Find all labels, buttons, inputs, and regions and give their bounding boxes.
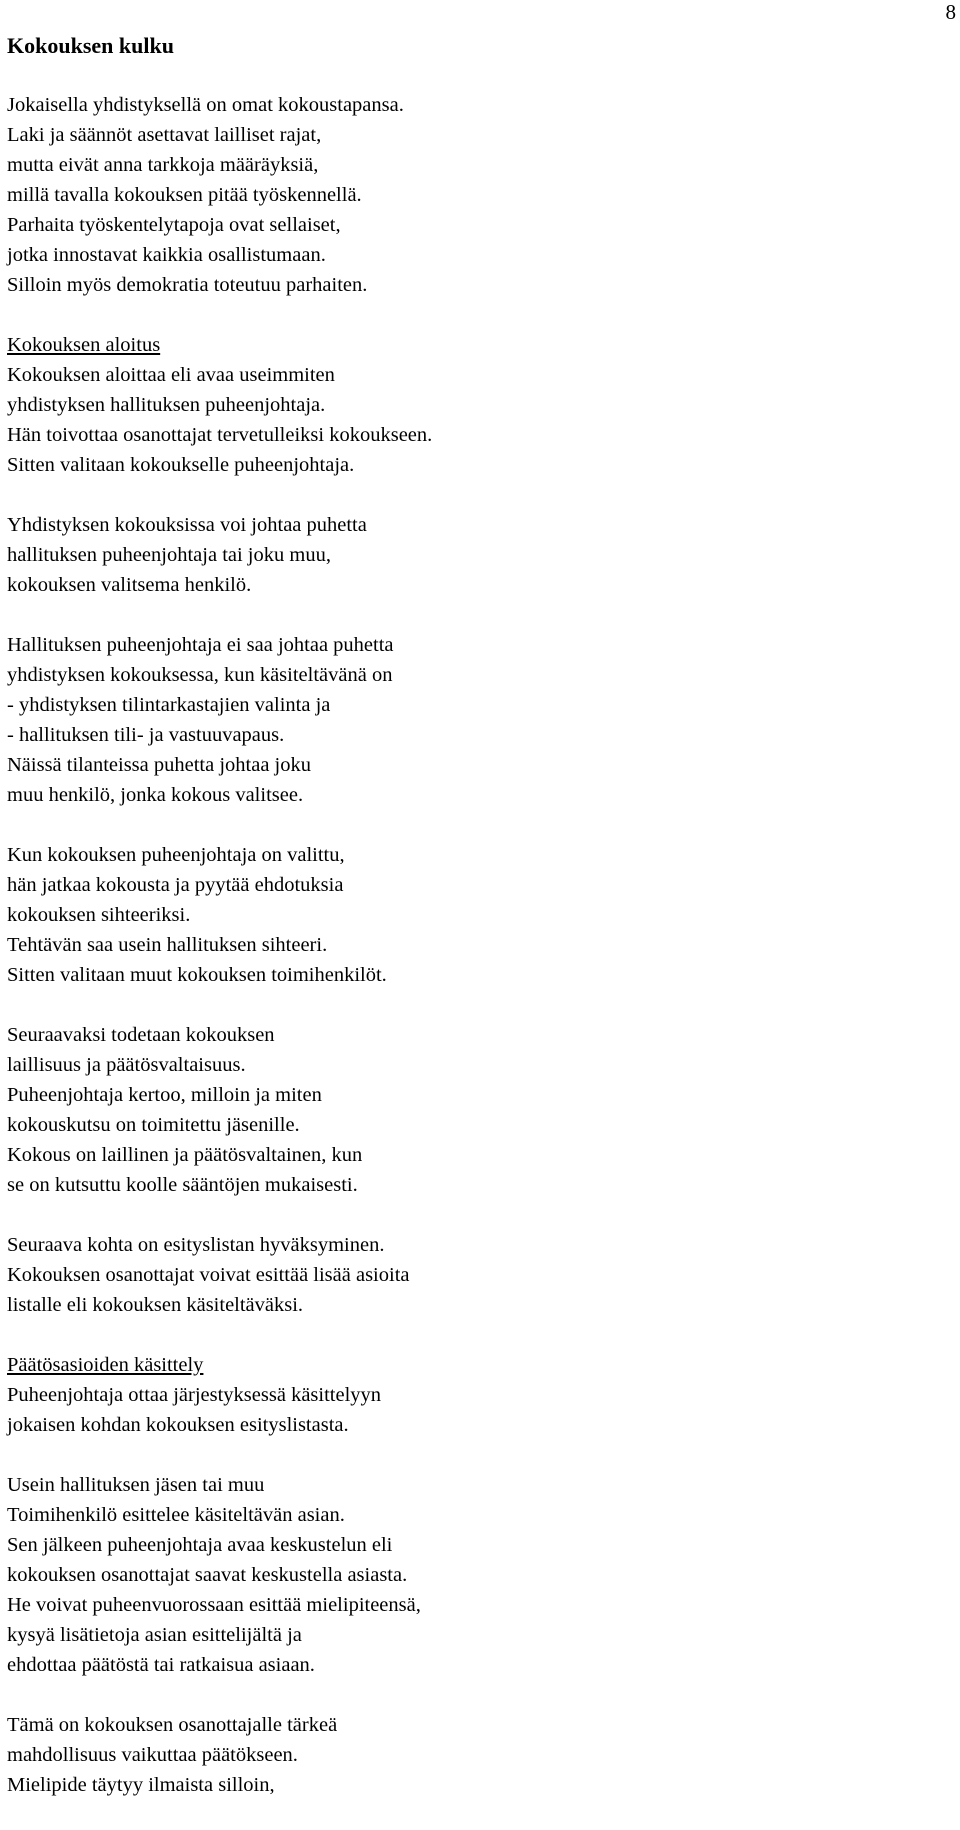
text-line: Parhaita työskentelytapoja ovat sellaiset, [7, 214, 341, 236]
text-line: Laki ja säännöt asettavat lailliset rajat, [7, 124, 322, 146]
text-line: Yhdistyksen kokouksissa voi johtaa puhetta [7, 514, 367, 536]
text-line: Sen jälkeen puheenjohtaja avaa keskustelun eli [7, 1534, 393, 1556]
text-line: millä tavalla kokouksen pitää työskennellä. [7, 184, 362, 206]
text-line: mutta eivät anna tarkkoja määräyksiä, [7, 154, 319, 176]
text-line: He voivat puheenvuorossaan esittää mielipiteensä, [7, 1594, 421, 1616]
text-line: Seuraavaksi todetaan kokouksen [7, 1024, 275, 1046]
text-line: - hallituksen tili- ja vastuuvapaus. [7, 724, 285, 746]
text-line: kokouksen sihteeriksi. [7, 904, 191, 926]
text-line: hän jatkaa kokousta ja pyytää ehdotuksia [7, 874, 344, 896]
text-line: Näissä tilanteissa puhetta johtaa joku [7, 754, 312, 776]
paragraph [7, 1020, 937, 1200]
document-body [7, 90, 937, 1830]
text-line: muu henkilö, jonka kokous valitsee. [7, 784, 304, 806]
text-line: Sitten valitaan muut kokouksen toimihenkilöt. [7, 964, 387, 986]
text-line: ehdottaa päätöstä tai ratkaisua asiaan. [7, 1654, 315, 1676]
paragraph [7, 630, 937, 810]
text-line: Toimihenkilö esittelee käsiteltävän asian. [7, 1504, 345, 1526]
text-line: Jokaisella yhdistyksellä on omat kokoustapansa. [7, 94, 404, 116]
text-line: Sitten valitaan kokoukselle puheenjohtaja. [7, 454, 355, 476]
text-line: yhdistyksen hallituksen puheenjohtaja. [7, 394, 326, 416]
page-number: 8 [945, 0, 956, 24]
text-line: mahdollisuus vaikuttaa päätökseen. [7, 1744, 298, 1766]
paragraph [7, 1470, 937, 1680]
text-line: Kun kokouksen puheenjohtaja on valittu, [7, 844, 345, 866]
paragraph [7, 840, 937, 990]
text-line: Tehtävän saa usein hallituksen sihteeri. [7, 934, 328, 956]
text-line: kysyä lisätietoja asian esittelijältä ja [7, 1624, 302, 1646]
text-line: Mielipide täytyy ilmaista silloin, [7, 1774, 275, 1796]
paragraph [7, 330, 937, 480]
text-line: Seuraava kohta on esityslistan hyväksyminen. [7, 1234, 385, 1256]
text-line: jotka innostavat kaikkia osallistumaan. [7, 244, 326, 266]
text-line: Kokous on laillinen ja päätösvaltainen, kun [7, 1144, 363, 1166]
text-line: listalle eli kokouksen käsiteltäväksi. [7, 1294, 304, 1316]
text-line: Puheenjohtaja ottaa järjestyksessä käsittelyyn [7, 1384, 382, 1406]
text-line: kokouksen valitsema henkilö. [7, 574, 252, 596]
text-line: Kokouksen aloittaa eli avaa useimmiten [7, 364, 335, 386]
text-line: Usein hallituksen jäsen tai muu [7, 1474, 265, 1496]
paragraph [7, 1350, 937, 1440]
text-line: kokouksen osanottajat saavat keskustella asiasta. [7, 1564, 408, 1586]
text-line: laillisuus ja päätösvaltaisuus. [7, 1054, 246, 1076]
text-line: jokaisen kohdan kokouksen esityslistasta. [7, 1414, 349, 1436]
text-line: Hän toivottaa osanottajat tervetulleiksi kokoukseen. [7, 424, 433, 446]
section-heading: Päätösasioiden käsittely [7, 1354, 204, 1376]
text-line: - yhdistyksen tilintarkastajien valinta ja [7, 694, 331, 716]
paragraph [7, 510, 937, 600]
paragraph [7, 1710, 937, 1800]
section-heading: Kokouksen aloitus [7, 334, 161, 356]
text-line: yhdistyksen kokouksessa, kun käsiteltävänä on [7, 664, 393, 686]
text-line: hallituksen puheenjohtaja tai joku muu, [7, 544, 331, 566]
paragraph [7, 1230, 937, 1320]
text-line: Hallituksen puheenjohtaja ei saa johtaa puhetta [7, 634, 394, 656]
page-title: Kokouksen kulku [7, 33, 174, 58]
text-line: Kokouksen osanottajat voivat esittää lisää asioita [7, 1264, 410, 1286]
text-line: Silloin myös demokratia toteutuu parhaiten. [7, 274, 368, 296]
text-line: Puheenjohtaja kertoo, milloin ja miten [7, 1084, 322, 1106]
text-line: se on kutsuttu koolle sääntöjen mukaisesti. [7, 1174, 358, 1196]
paragraph [7, 90, 937, 300]
text-line: kokouskutsu on toimitettu jäsenille. [7, 1114, 300, 1136]
text-line: Tämä on kokouksen osanottajalle tärkeä [7, 1714, 338, 1736]
